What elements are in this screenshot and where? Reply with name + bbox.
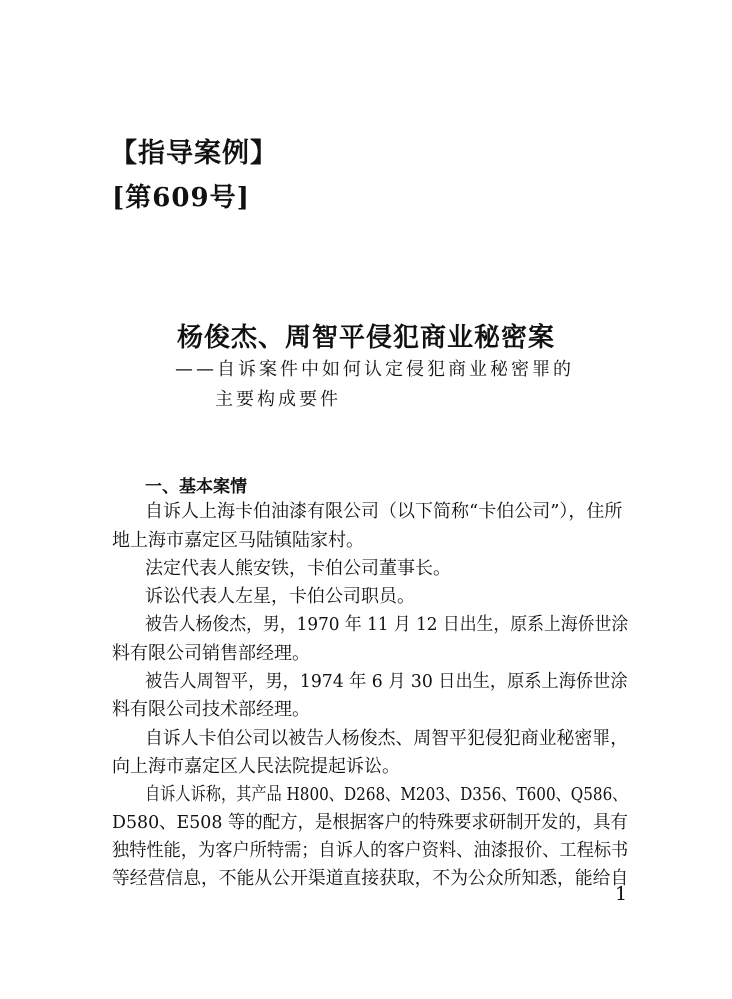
body-line: 独特性能，为客户所特需；自诉人的客户资料、油漆报价、工程标书 <box>112 840 629 861</box>
body-line: 法定代表人熊安铁，卡伯公司董事长。 <box>145 558 451 579</box>
body-line: 自诉人诉称，其产品 H800、D268、M203、D356、T600、Q586、 <box>145 784 628 805</box>
body-line: 诉讼代表人左星，卡伯公司职员。 <box>145 586 415 607</box>
body-line: 料有限公司技术部经理。 <box>112 699 310 720</box>
body-line: 被告人杨俊杰，男，1970 年 11 月 12 日出生，原系上海侨世涂 <box>145 614 629 635</box>
guide-case-label: 【指导案例】 <box>110 138 278 169</box>
body-line: 向上海市嘉定区人民法院提起诉讼。 <box>112 756 400 777</box>
subtitle-line-2: 主要构成要件 <box>215 389 341 410</box>
body-line: 被告人周智平，男，1974 年 6 月 30 日出生，原系上海侨世涂 <box>145 671 628 692</box>
case-number: [第609号] <box>112 183 250 213</box>
body-line: 地上海市嘉定区马陆镇陆家村。 <box>112 530 364 551</box>
body-line: D580、E508 等的配方，是根据客户的特殊要求研制开发的，具有 <box>112 812 628 833</box>
page-number: 1 <box>615 883 628 905</box>
section-heading: 一、基本案情 <box>145 477 247 497</box>
body-line: 自诉人卡伯公司以被告人杨俊杰、周智平犯侵犯商业秘密罪， <box>145 728 629 749</box>
body-line: 自诉人上海卡伯油漆有限公司（以下简称“卡伯公司”），住所 <box>145 501 623 522</box>
body-line: 等经营信息，不能从公开渠道直接获取，不为公众所知悉，能给自 <box>112 868 629 889</box>
subtitle-line-1: ——自诉案件中如何认定侵犯商业秘密罪的 <box>175 359 574 380</box>
case-title: 杨俊杰、周智平侵犯商业秘密案 <box>176 323 555 353</box>
body-line: 料有限公司销售部经理。 <box>112 643 310 664</box>
